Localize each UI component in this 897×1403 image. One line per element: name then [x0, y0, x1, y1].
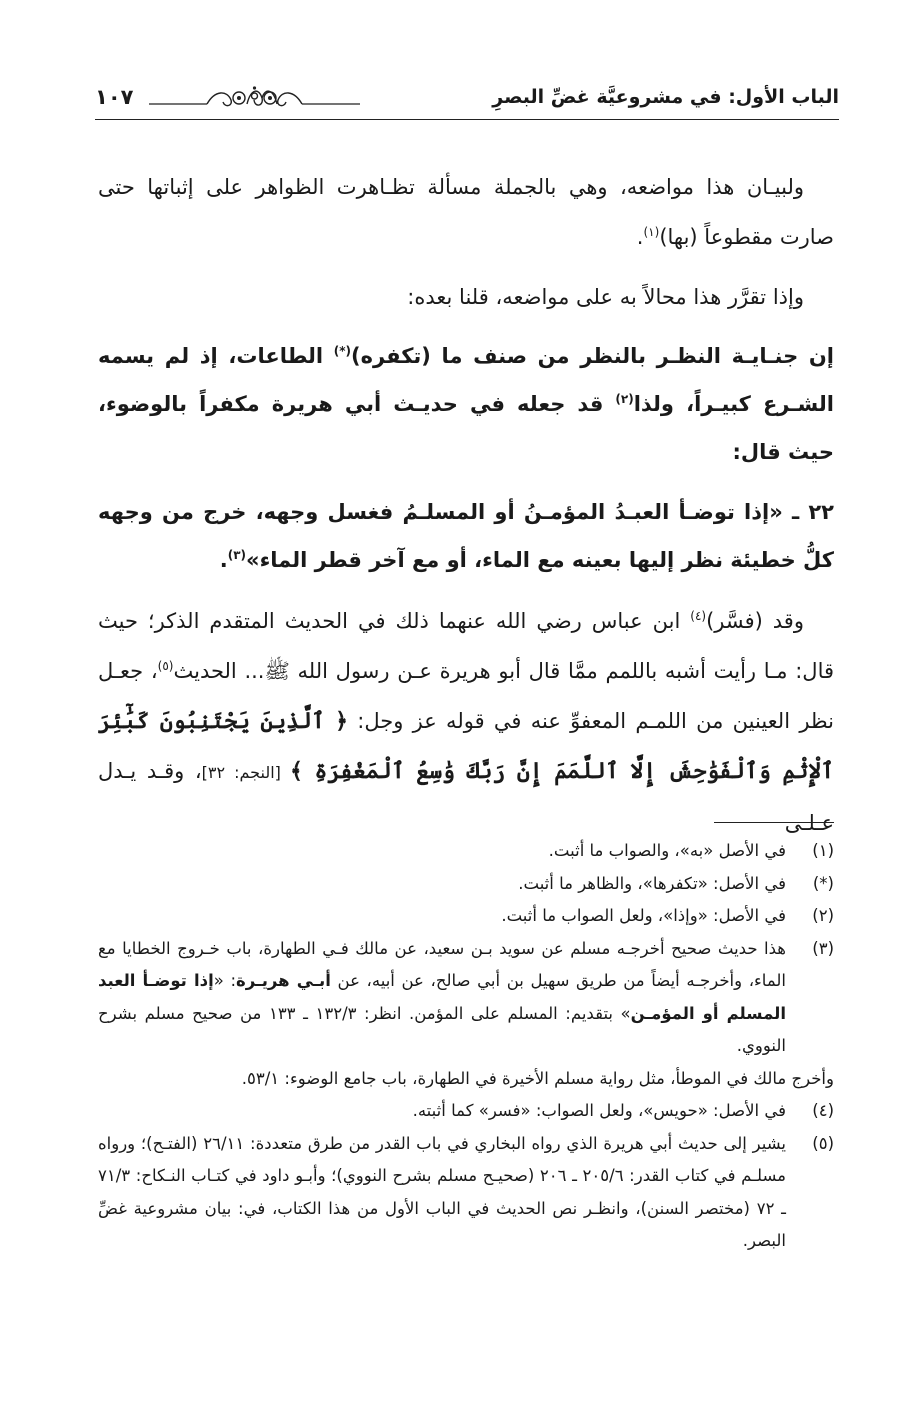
header-divider: [95, 119, 839, 120]
footnote-3-text-b: : «: [213, 971, 237, 990]
paragraph-3-text-a: إن جنـايـة النظـر بالنظر من صنف ما (تكفره): [351, 344, 834, 368]
paragraph-5-text-b: ابن عباس رضي الله عنهما ذلك في الحديث المتقدم الذكر؛ حيث قال: مـا رأيت أشبه باللمم ممَّا قال أبو هريرة عـن رسول الله ﷺ... الحديث: [98, 609, 835, 683]
hadith-22-end: .: [219, 548, 228, 572]
paragraph-1-text: ولبيـان هذا مواضعه، وهي بالجملة مسألة تظـاهرت الظواهر على إثباتها حتى صارت مقطوعاً (بها): [98, 175, 834, 249]
footnote-marker: (*): [812, 873, 834, 893]
paragraph-3-text-c: قد جعله في حديـث أبي هريرة مكفراً بالوضوء، حيث قال:: [98, 392, 834, 464]
footnote-star: [98, 868, 834, 901]
footnote-text: يشير إلى حديث أبي هريرة الذي رواه البخاري في باب القدر من طرق متعددة: ٢٦/١١ (الفتـح)؛ ورواه مسلـم في كتاب القدر: ٢٠٥/٦ ـ ٢٠٦ (صحيـح مسلم بشرح النووي)؛ وأبـو داود في كتـاب النـكاح: ٧١/٣ ـ ٧٢ (مختصر السنن)، وانظـر نص الحديث في الباب الأول من هذا الكتاب، في: بيان مشروعية غضِّ البصر.: [98, 1133, 786, 1250]
footnote-ref-2[interactable]: (٢): [615, 392, 634, 406]
footnote-marker: (٤): [812, 1101, 834, 1120]
chapter-title: الباب الأول: في مشروعيَّة غضِّ البصرِ: [492, 86, 839, 108]
footnote-text: [98, 933, 786, 1063]
footnote-marker: (٥): [812, 1133, 834, 1153]
hadith-22: [98, 488, 834, 584]
footnote-marker: (١): [812, 841, 834, 860]
footnote-3-bold-b: إذا توضـأ العبد المسلم أو المؤمـن: [98, 971, 786, 1023]
footnote-text: في الأصل: «حويس»، ولعل الصواب: «فسر» كما أثبته.: [412, 1101, 786, 1120]
footnote-text: في الأصل: «وإذا»، ولعل الصواب ما أثبت.: [501, 906, 786, 925]
hadith-22-text: ٢٢ ـ «إذا توضـأ العبـدُ المؤمـنُ أو المسلـمُ فغسل وجهه، خرج من وجهه كلُّ خطيئة نظر إليها بعينه مع الماء، أو مع آخر قطر الماء»: [98, 500, 834, 572]
footnote-ref-5[interactable]: (٥): [157, 659, 174, 673]
footnote-3: [98, 933, 834, 1063]
footnote-3-text-a: هذا حديث صحيح أخرجـه مسلم عن سويد بـن سعيد، عن مالك فـي الطهارة، باب خـروج الخطايا مع الماء، وأخرجـه أيضاً من طريق سهيل بن أبي صالح، عن أبيه، عن: [98, 938, 786, 990]
page-header: [95, 80, 839, 118]
footnote-ref-3[interactable]: (٣): [227, 548, 246, 562]
footnote-text: في الأصل: «تكفرها»، والظاهر ما أثبت.: [518, 873, 786, 893]
footnote-marker: (٢): [812, 906, 834, 925]
paragraph-3-text-b: الطاعات، إذ لم يسمه الشـرع كبيـراً، ولذا: [98, 344, 834, 416]
paragraph-1-end: .: [636, 225, 644, 249]
footnote-3-continued: [98, 1063, 834, 1096]
footnotes: [98, 835, 834, 1258]
paragraph-5: [98, 596, 834, 848]
paragraph-5-text-c: ، جعـل نظر العينين من اللمـم المعفوِّ عنه في قوله عز وجل:: [98, 659, 834, 733]
footnote-1: [98, 835, 834, 868]
footnote-ref-4[interactable]: (٤): [690, 609, 707, 623]
footnote-3-bold-a: أبـي هريـرة: [236, 971, 331, 990]
footnote-divider: [714, 822, 834, 823]
footnote-marker: (٣): [812, 938, 834, 958]
footnote-2: [98, 900, 834, 933]
footnote-text: وأخرج مالك في الموطأ، مثل رواية مسلم الأخيرة في الطهارة، باب جامع الوضوء: ٥٣/١.: [241, 1068, 834, 1088]
paragraph-2-text: وإذا تقرَّر هذا محالاً به على مواضعه، قلنا بعده:: [407, 285, 804, 309]
surah-reference: [النجم: ٣٢]: [201, 763, 290, 782]
footnote-ref-1[interactable]: (١): [643, 225, 660, 239]
footnote-ref-star[interactable]: (*): [333, 344, 352, 358]
footnote-4: [98, 1095, 834, 1128]
floral-ornament-icon: [147, 82, 362, 112]
main-text: [98, 162, 834, 858]
page-number: ١٠٧: [95, 85, 134, 109]
paragraph-2: [98, 272, 834, 322]
paragraph-5-text-a: وقد (فسَّر): [706, 609, 804, 633]
paragraph-3: [98, 332, 834, 476]
paragraph-1: [98, 162, 834, 262]
quran-verse: ﴿ ٱلَّذِينَ يَجْتَنِبُونَ كَبَٰٓئِرَ ٱلْإِثْمِ وَٱلْفَوَٰحِشَ إِلَّا ٱللَّمَمَ إِنَّ رَبَّكَ وَٰسِعُ ٱلْمَغْفِرَةِ ﴾: [98, 708, 835, 784]
footnote-text: في الأصل «به»، والصواب ما أثبت.: [548, 841, 786, 860]
paragraph-5-text-d: ، وقـد يـدل عـلـى: [98, 759, 834, 835]
footnote-3-text-c: » بتقديم: المسلم على المؤمن. انظر: ١٣٢/٣ ـ ١٣٣ من صحيح مسلم بشرح النووي.: [98, 1003, 786, 1055]
footnote-5: [98, 1128, 834, 1258]
